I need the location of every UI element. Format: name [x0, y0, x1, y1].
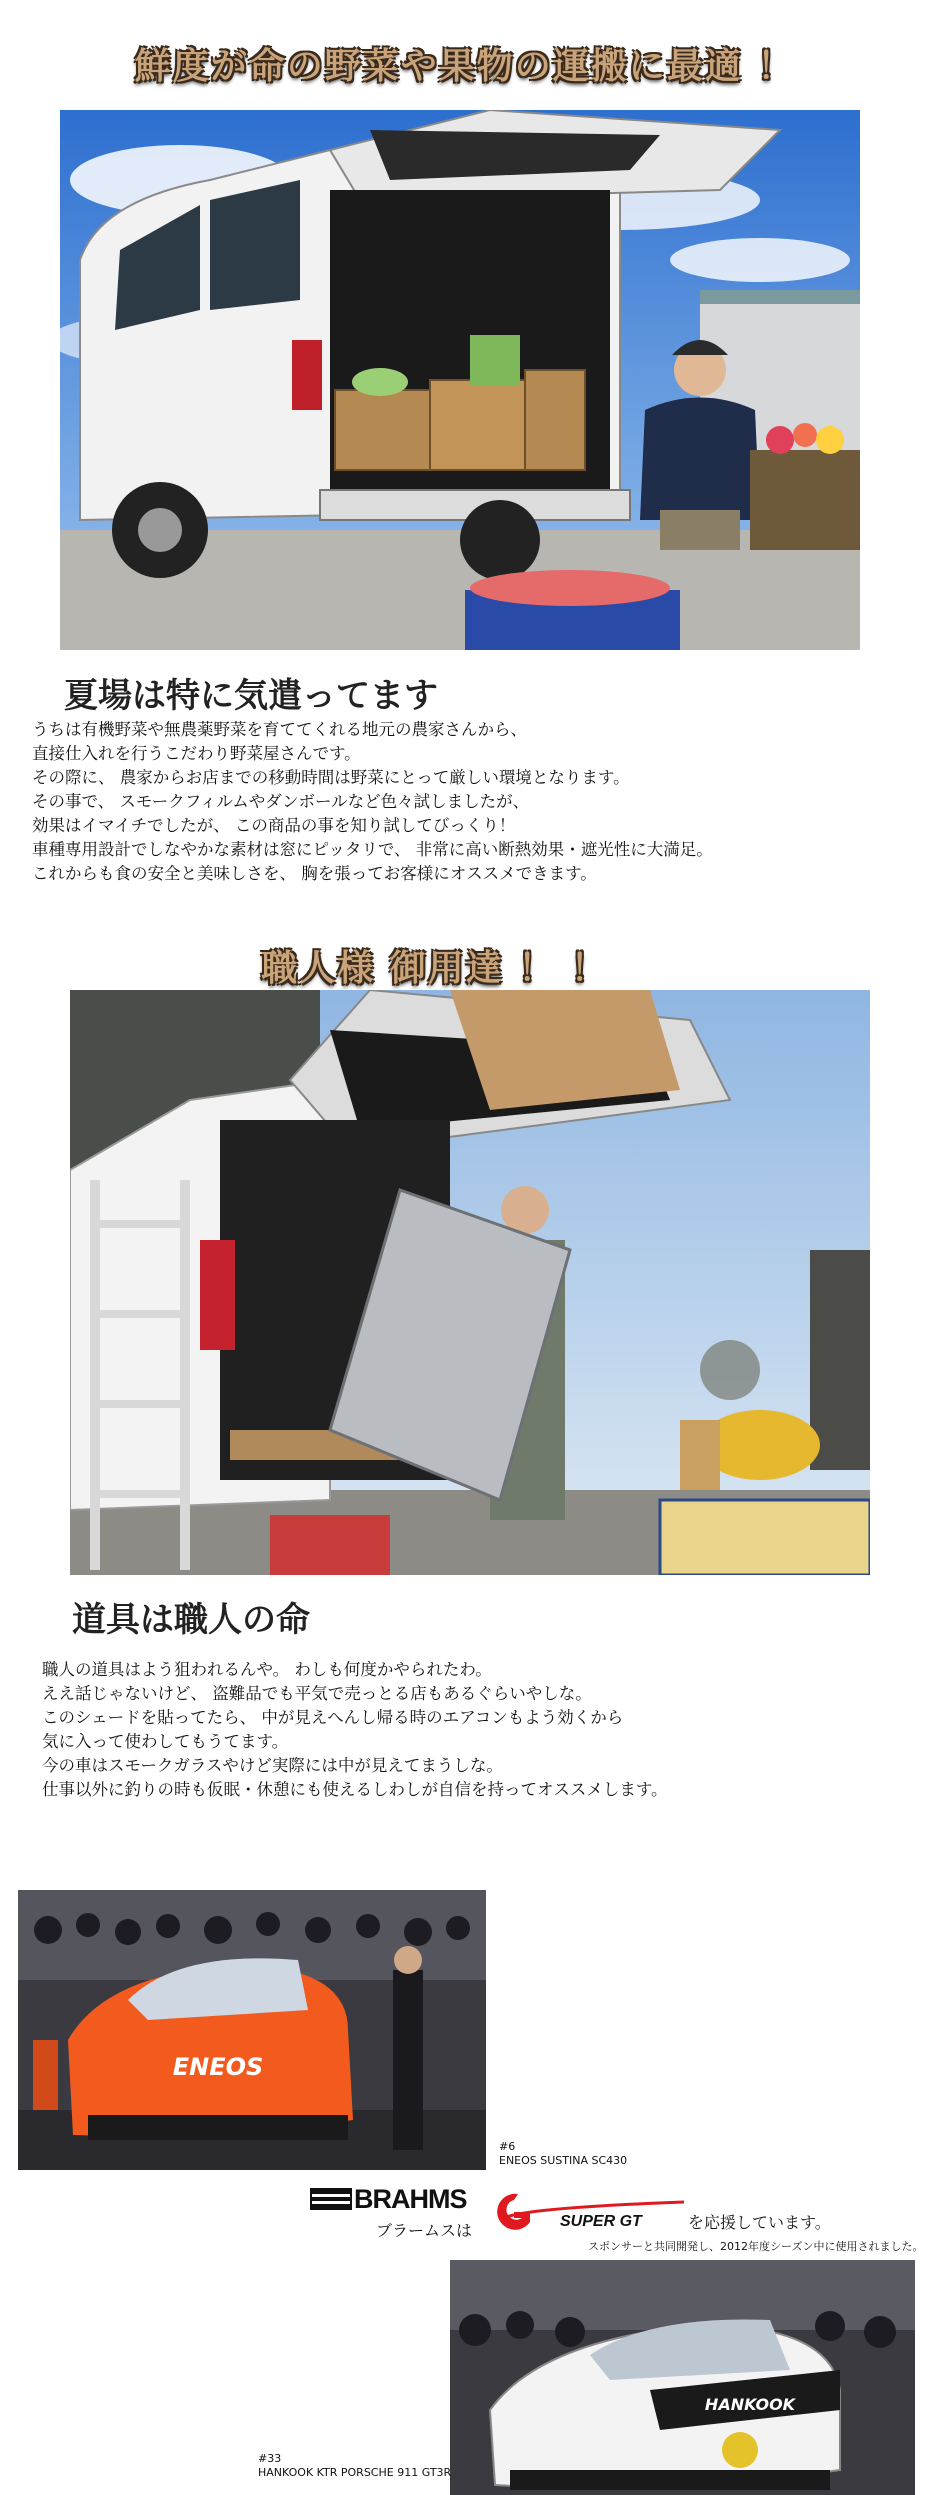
paragraph-line: ええ話じゃないけど、 盗難品でも平気で売っとる店もあるぐらいやしな。	[42, 1684, 592, 1703]
supergt-logo	[484, 2188, 694, 2234]
paragraph-line: 職人の道具はよう狙われるんや。 わしも何度かやられたわ。	[42, 1660, 492, 1679]
section2-paragraph	[42, 1658, 668, 1802]
car1-caption	[499, 2140, 627, 2168]
eneos-livery-text: ENEOS	[172, 2053, 264, 2081]
brahms-wordmark: BRAHMS	[354, 2184, 467, 2214]
craftsman-van-photo	[70, 990, 870, 1575]
paragraph-line: その際に、 農家からお店までの移動時間は野菜にとって厳しい環境となります。	[32, 768, 630, 787]
paragraph-line: その事で、 スモークフィルムやダンボールなど色々試しましたが、	[32, 792, 530, 811]
vegetable-van-photo	[60, 110, 860, 650]
paragraph-line: 車種専用設計でしなやかな素材は窓にピッタリで、 非常に高い断熱効果・遮光性に大満足。	[32, 840, 713, 859]
support-text: を応援しています。	[688, 2213, 831, 2232]
sponsor-note: スポンサーと共同開発し、2012年度シーズン中に使用されました。	[588, 2240, 924, 2253]
paragraph-line: 仕事以外に釣りの時も仮眠・休憩にも使えるしわしが自信を持ってオススメします。	[42, 1780, 668, 1799]
section1-paragraph	[32, 718, 713, 886]
car1-name: ENEOS SUSTINA SC430	[499, 2154, 628, 2167]
hankook-livery-text: HANKOOK	[704, 2395, 796, 2414]
brahms-logo	[310, 2184, 475, 2216]
supergt-wordmark: SUPER GT	[560, 2213, 642, 2230]
brahms-kana: ブラームスは	[376, 2221, 473, 2240]
paragraph-line: このシェードを貼ってたら、 中が見えへんし帰る時のエアコンもよう効くから	[42, 1708, 624, 1727]
section1-headline: 鮮度が命の野菜や果物の運搬に最適 ！	[134, 46, 796, 87]
paragraph-line: 直接仕入れを行うこだわり野菜屋さんです。	[32, 744, 361, 763]
paragraph-line: 今の車はスモークガラスやけど実際には中が見えてまうしな。	[42, 1756, 503, 1775]
section1-subheading: 夏場は特に気遣ってます	[64, 676, 438, 716]
car1-number: #6	[499, 2140, 516, 2153]
car2-name: HANKOOK KTR PORSCHE 911 GT3R	[258, 2466, 452, 2479]
eneos-car-photo	[18, 1890, 486, 2170]
car2-number: #33	[258, 2452, 282, 2465]
car2-caption	[258, 2452, 451, 2480]
section2-headline: 職人様 御用達 ！ ！	[261, 948, 609, 989]
section2-subheading: 道具は職人の命	[72, 1600, 310, 1640]
paragraph-line: これからも食の安全と美味しさを、 胸を張ってお客様にオススメできます。	[32, 864, 597, 883]
paragraph-line: 気に入って使わしてもうてます。	[42, 1732, 289, 1751]
paragraph-line: 効果はイマイチでしたが、 この商品の事を知り試してびっくり！	[32, 816, 516, 835]
hankook-car-photo	[450, 2260, 915, 2495]
paragraph-line: うちは有機野菜や無農薬野菜を育ててくれる地元の農家さんから、	[32, 720, 527, 739]
